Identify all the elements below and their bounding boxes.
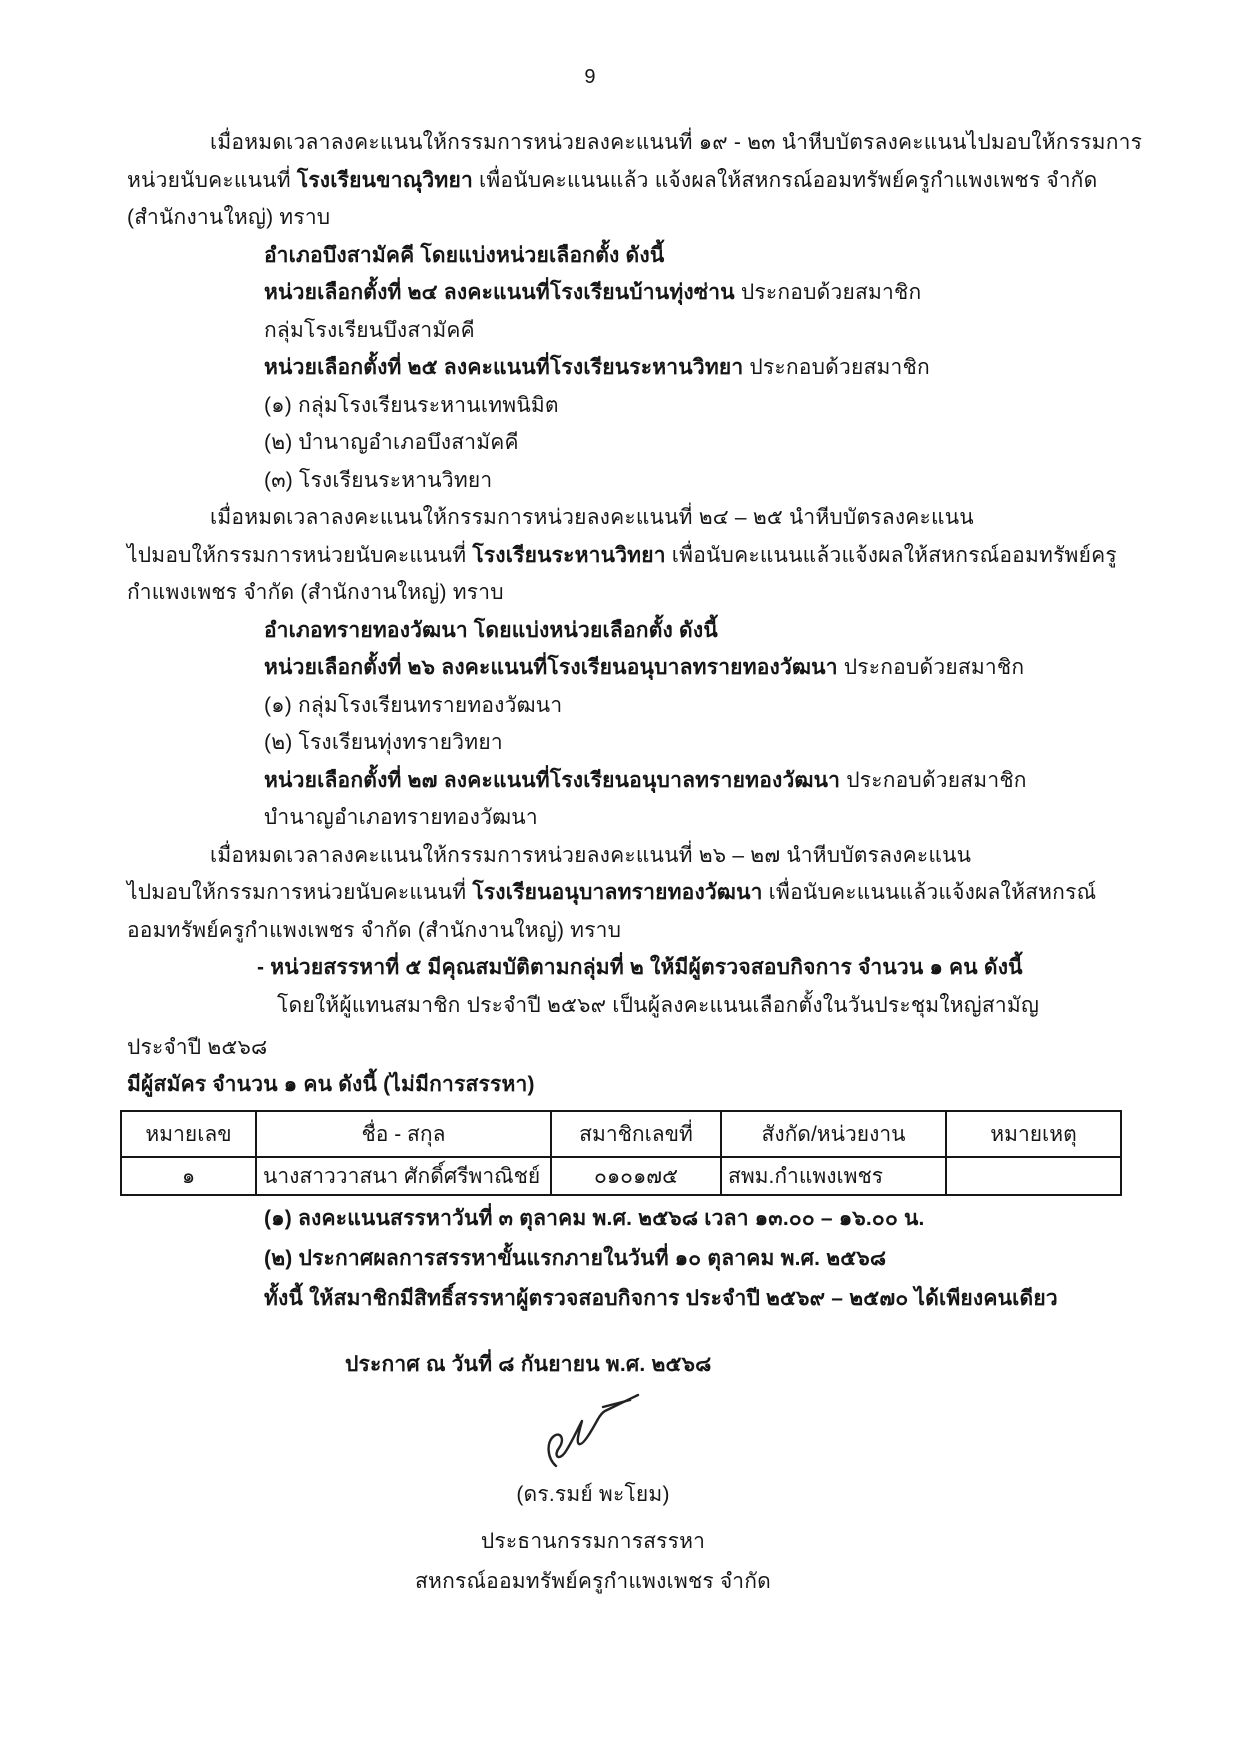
table-header-affiliation: สังกัด/หน่วยงาน (721, 1111, 946, 1157)
polling-unit-line (264, 766, 1027, 796)
candidate-name-cell: นางสาววาสนา ศักดิ์ศรีพาณิชย์ (256, 1157, 551, 1195)
polling-unit-line (264, 653, 1024, 683)
candidates-table (120, 1110, 1122, 1196)
paragraph-line: ออมทรัพย์ครูกำแพงเพชร จำกัด (สำนักงานใหญ่) ทราบ (127, 919, 622, 942)
result-announcement-line: (๒) ประกาศผลการสรรหาขั้นแรกภายในวันที่ ๑๐ ตุลาคม พ.ศ. ๒๕๖๘ (264, 1247, 887, 1270)
member-group-item: (๒) บำนาญอำเภอบึงสามัคคี (264, 431, 519, 454)
recruitment-unit-heading: - หน่วยสรรหาที่ ๕ มีคุณสมบัติตามกลุ่มที่ ๒ ให้มีผู้ตรวจสอบกิจการ จำนวน ๑ คน ดังนี้ (257, 956, 1023, 979)
page-number: 9 (584, 66, 596, 88)
text-segment: ประกอบด้วยสมาชิก (743, 356, 930, 379)
district-heading: อำเภอทรายทองวัฒนา โดยแบ่งหน่วยเลือกตั้ง ดังนี้ (264, 619, 718, 642)
table-header-number: หมายเลข (121, 1111, 256, 1157)
signature-scribble (540, 1386, 650, 1474)
paragraph-line: เมื่อหมดเวลาลงคะแนนให้กรรมการหน่วยลงคะแนนที่ ๒๔ – ๒๕ นำหีบบัตรลงคะแนน (210, 506, 974, 529)
member-group-item: (๑) กลุ่มโรงเรียนระหานเทพนิมิต (264, 394, 559, 417)
member-group-line: บำนาญอำเภอทรายทองวัฒนา (264, 806, 538, 829)
table-header-member-id: สมาชิกเลขที่ (551, 1111, 721, 1157)
text-segment: หน่วยนับคะแนนที่ (127, 169, 297, 192)
applicant-count-heading: มีผู้สมัคร จำนวน ๑ คน ดังนี้ (ไม่มีการสรรหา) (127, 1073, 535, 1096)
member-group-item: (๒) โรงเรียนทุ่งทรายวิทยา (264, 731, 503, 754)
polling-unit-line (264, 353, 930, 383)
member-group-line: กลุ่มโรงเรียนบึงสามัคคี (264, 319, 475, 342)
table-header-row (121, 1111, 1121, 1157)
text-segment: เพื่อนับคะแนนแล้วแจ้งผลให้สหกรณ์ออมทรัพย์ครู (665, 544, 1117, 567)
voting-date-line: (๑) ลงคะแนนสรรหาวันที่ ๓ ตุลาคม พ.ศ. ๒๕๖๘ เวลา ๑๓.๐๐ – ๑๖.๐๐ น. (264, 1207, 925, 1230)
table-header-name: ชื่อ - สกุล (256, 1111, 551, 1157)
text-segment: ไปมอบให้กรรมการหน่วยนับคะแนนที่ (127, 544, 473, 567)
signer-name: (ดร.รมย์ พะโยม) (516, 1483, 670, 1506)
paragraph-line: ประจำปี ๒๕๖๘ (127, 1036, 268, 1059)
candidate-affiliation-cell: สพม.กำแพงเพชร (721, 1157, 946, 1195)
voting-rule-line: ทั้งนี้ ให้สมาชิกมีสิทธิ์สรรหาผู้ตรวจสอบกิจการ ประจำปี ๒๕๖๙ – ๒๕๗๐ ได้เพียงคนเดียว (264, 1287, 1058, 1310)
text-segment: ประกอบด้วยสมาชิก (840, 769, 1027, 792)
table-row (121, 1157, 1121, 1195)
announcement-date-line: ประกาศ ณ วันที่ ๘ กันยายน พ.ศ. ๒๕๖๘ (345, 1353, 712, 1376)
paragraph-line (127, 878, 1096, 908)
district-heading: อำเภอบึงสามัคคี โดยแบ่งหน่วยเลือกตั้ง ดังนี้ (264, 244, 665, 267)
candidate-number-cell: ๑ (121, 1157, 256, 1195)
polling-unit-bold: หน่วยเลือกตั้งที่ ๒๕ ลงคะแนนที่โรงเรียนระหานวิทยา (264, 356, 744, 379)
polling-unit-bold: หน่วยเลือกตั้งที่ ๒๖ ลงคะแนนที่โรงเรียนอนุบาลทรายทองวัฒนา (264, 656, 838, 679)
organization-name: สหกรณ์ออมทรัพย์ครูกำแพงเพชร จำกัด (415, 1570, 771, 1593)
text-segment: เพื่อนับคะแนนแล้ว แจ้งผลให้สหกรณ์ออมทรัพย์ครูกำแพงเพชร จำกัด (472, 169, 1098, 192)
candidate-member-id-cell: ๐๑๐๑๗๕ (551, 1157, 721, 1195)
polling-unit-line (264, 278, 921, 308)
paragraph-line: กำแพงเพชร จำกัด (สำนักงานใหญ่) ทราบ (127, 581, 504, 604)
school-name-bold: โรงเรียนอนุบาลทรายทองวัฒนา (472, 881, 763, 904)
text-segment: เพื่อนับคะแนนแล้วแจ้งผลให้สหกรณ์ (762, 881, 1097, 904)
signer-title: ประธานกรรมการสรรหา (480, 1530, 706, 1553)
paragraph-line: เมื่อหมดเวลาลงคะแนนให้กรรมการหน่วยลงคะแนนที่ ๒๖ – ๒๗ นำหีบบัตรลงคะแนน (210, 844, 972, 867)
text-segment: ไปมอบให้กรรมการหน่วยนับคะแนนที่ (127, 881, 473, 904)
paragraph-line: (สำนักงานใหญ่) ทราบ (127, 206, 331, 229)
polling-unit-bold: หน่วยเลือกตั้งที่ ๒๔ ลงคะแนนที่โรงเรียนบ้านทุ่งซ่าน (264, 281, 735, 304)
candidate-remark-cell (946, 1157, 1121, 1195)
school-name-bold: โรงเรียนขาณุวิทยา (296, 169, 473, 192)
paragraph-line: โดยให้ผู้แทนสมาชิก ประจำปี ๒๕๖๙ เป็นผู้ลงคะแนนเลือกตั้งในวันประชุมใหญ่สามัญ (277, 994, 1040, 1017)
paragraph-line (127, 166, 1097, 196)
table-header-remark: หมายเหตุ (946, 1111, 1121, 1157)
member-group-item: (๓) โรงเรียนระหานวิทยา (264, 469, 493, 492)
member-group-item: (๑) กลุ่มโรงเรียนทรายทองวัฒนา (264, 694, 563, 717)
school-name-bold: โรงเรียนระหานวิทยา (472, 544, 666, 567)
paragraph-line: เมื่อหมดเวลาลงคะแนนให้กรรมการหน่วยลงคะแนนที่ ๑๙ - ๒๓ นำหีบบัตรลงคะแนนไปมอบให้กรรมการ (210, 131, 1143, 154)
polling-unit-bold: หน่วยเลือกตั้งที่ ๒๗ ลงคะแนนที่โรงเรียนอนุบาลทรายทองวัฒนา (264, 769, 841, 792)
paragraph-line (127, 541, 1117, 571)
text-segment: ประกอบด้วยสมาชิก (734, 281, 922, 304)
text-segment: ประกอบด้วยสมาชิก (837, 656, 1025, 679)
